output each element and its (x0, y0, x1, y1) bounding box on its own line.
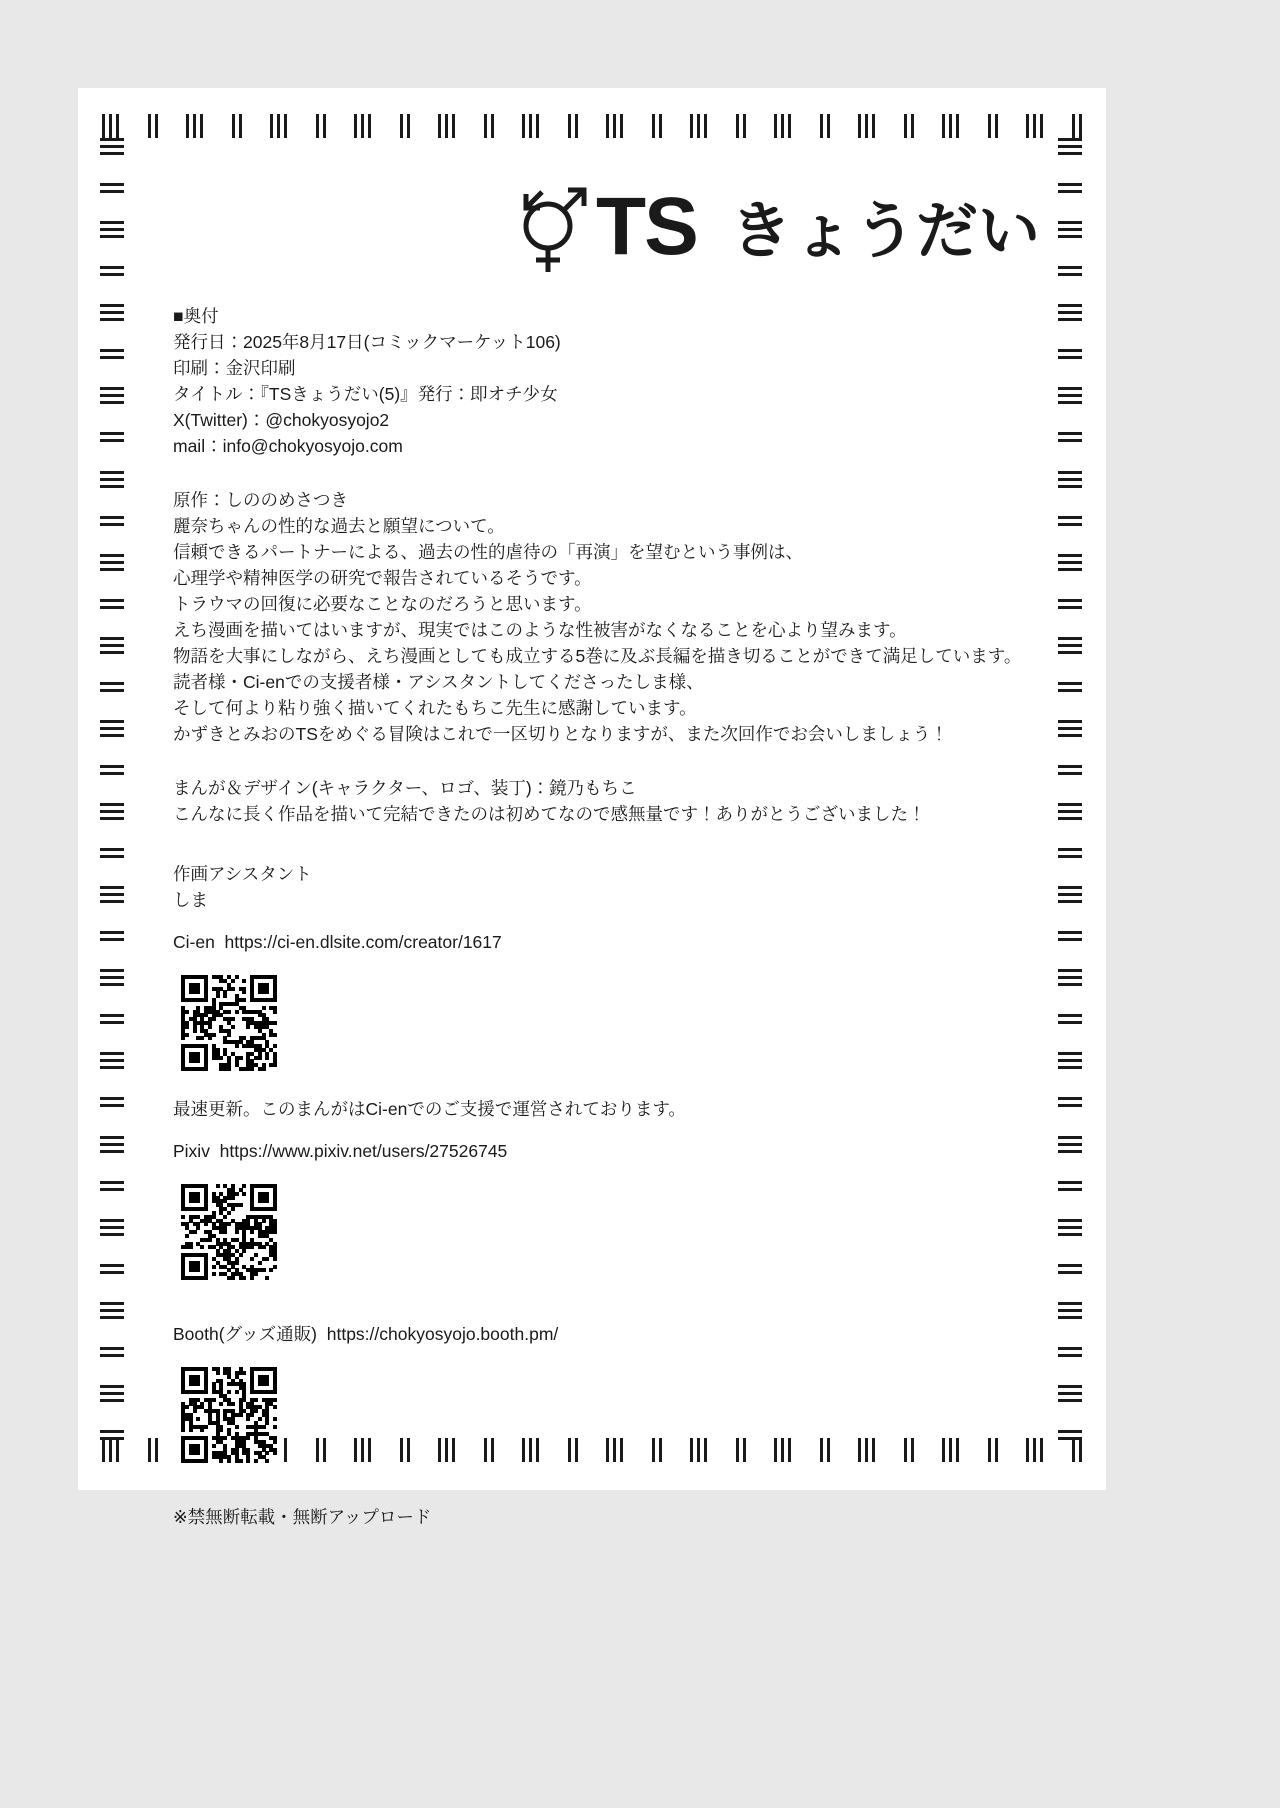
assistant-block (173, 861, 1003, 1488)
border-dash-group (652, 114, 662, 140)
booth-link[interactable]: Booth(グッズ通販) https://chokyosyojo.booth.pm/ (173, 1324, 559, 1344)
border-dash-group (100, 969, 126, 986)
border-dash-group (1058, 1302, 1084, 1319)
title-logo (508, 168, 1041, 278)
border-dash-group (100, 886, 126, 903)
colophon-line-2: タイトル：『TSきょうだい(5)』発行：即オチ少女 (173, 384, 558, 404)
colophon-heading: ■奥付 (173, 306, 219, 326)
original-work-line-4: えち漫画を描いてはいますが、現実ではこのような性被害がなくなることを心より望みます。 (173, 620, 907, 640)
spacer (173, 747, 1003, 775)
colophon-line-0: 発行日：2025年8月17日(コミックマーケット106) (173, 332, 561, 352)
colophon-line-4: mail：info@chokyosyojo.com (173, 436, 403, 456)
colophon-line-3: X(Twitter)：@chokyosyojo2 (173, 410, 390, 430)
assistant-heading: 作画アシスタント (173, 864, 312, 884)
border-dash-group (988, 114, 998, 140)
spacer (173, 827, 1003, 861)
colophon-content (173, 303, 1022, 1530)
spacer (173, 459, 1003, 487)
border-dash-group (1058, 138, 1084, 155)
border-dash-group (1058, 1385, 1084, 1402)
border-dash-group (438, 114, 455, 140)
spacer (173, 913, 1003, 929)
border-dash-group (1026, 1438, 1043, 1464)
border-dash-group (1058, 516, 1084, 526)
border-dash-group (1058, 803, 1084, 820)
border-dash-group (100, 387, 126, 404)
border-dash-group (1058, 1430, 1084, 1440)
assistant-name: しま (173, 890, 208, 910)
design-message: こんなに長く作品を描いて完結できたのは初めてなので感無量です！ありがとうございました！ (173, 804, 926, 824)
border-dash-group (736, 114, 746, 140)
border-dash-group (100, 765, 126, 775)
original-work-credit: 原作：しののめさつき (173, 490, 348, 510)
border-dash-group (100, 304, 126, 321)
colophon-line-1: 印刷：金沢印刷 (173, 358, 296, 378)
border-dash-group (232, 114, 242, 140)
border-dash-group (1058, 554, 1084, 571)
border-dash-group (1072, 114, 1082, 140)
original-work-line-1: 信頼できるパートナーによる、過去の性的虐待の「再演」を望むという事例は、 (173, 542, 803, 562)
border-dash-group (1058, 886, 1084, 903)
border-dash-group (1058, 1181, 1084, 1191)
design-block (173, 775, 1003, 827)
border-dash-group (100, 720, 126, 737)
border-dash-group (1058, 1052, 1084, 1069)
border-dash-group (100, 432, 126, 442)
border-dash-group (100, 1136, 126, 1153)
border-dash-group (100, 637, 126, 654)
border-dash-group (484, 114, 494, 140)
border-dash-group (568, 114, 578, 140)
border-dash-group (1058, 221, 1084, 238)
border-dash-group (100, 848, 126, 858)
border-dash-group (1058, 1014, 1084, 1024)
border-dash-group (102, 1438, 119, 1464)
border-dash-group (1058, 471, 1084, 488)
border-dash-group (1058, 720, 1084, 737)
border-dash-group (100, 1219, 126, 1236)
border-dash-group (1058, 1097, 1084, 1107)
border-dash-group (100, 138, 126, 155)
original-work-line-8: かずきとみおのTSをめぐる冒険はこれで一区切りとなりますが、また次回作でお会いしましょう！ (173, 724, 948, 744)
border-dash-group (1058, 931, 1084, 941)
border-dash-group (606, 114, 623, 140)
border-dash-group (100, 803, 126, 820)
border-dash-group (1072, 1438, 1082, 1464)
colophon-block (173, 303, 1003, 459)
border-dash-group (100, 1097, 126, 1107)
qr-code-cien (175, 969, 283, 1077)
border-dash-group (690, 114, 707, 140)
spacer (173, 1488, 1003, 1504)
border-dash-group (1058, 848, 1084, 858)
border-dash-group (100, 349, 126, 359)
original-work-line-0: 麗奈ちゃんの性的な過去と願望について。 (173, 516, 505, 536)
original-work-line-7: そして何より粘り強く描いてくれたもちこ先生に感謝しています。 (173, 698, 697, 718)
border-dash-group (1058, 304, 1084, 321)
colophon-page (78, 88, 1106, 1527)
border-dash-group (1058, 765, 1084, 775)
border-dash-group (102, 114, 119, 140)
border-dash-group (100, 1181, 126, 1191)
border-dash-group (354, 114, 371, 140)
border-dash-group (1058, 183, 1084, 193)
border-dash-group (1058, 1347, 1084, 1357)
border-dash-group (100, 1347, 126, 1357)
border-dash-group (100, 554, 126, 571)
border-dash-group (100, 1052, 126, 1069)
border-dash-group (100, 266, 126, 276)
border-dash-group (316, 114, 326, 140)
border-dash-group (858, 114, 875, 140)
border-dash-group (820, 114, 830, 140)
border-left (100, 114, 126, 1464)
border-dash-group (1058, 349, 1084, 359)
original-work-line-5: 物語を大事にしながら、えち漫画としても成立する5巻に及ぶ長編を描き切ることができて満足しています。 (173, 646, 1022, 666)
spacer (173, 1122, 1003, 1138)
cien-link[interactable]: Ci-en https://ci-en.dlsite.com/creator/1617 (173, 932, 502, 952)
border-dash-group (522, 114, 539, 140)
border-dash-group (1058, 682, 1084, 692)
original-work-line-3: トラウマの回復に必要なことなのだろうと思います。 (173, 594, 592, 614)
svg-text:きょうだい: きょうだい (730, 194, 1041, 267)
spacer (173, 1305, 1003, 1321)
border-dash-group (1058, 432, 1084, 442)
cien-note: 最速更新。このまんがはCi-enでのご支援で運営されております。 (173, 1099, 686, 1119)
design-credit: まんが＆デザイン(キャラクター、ロゴ、装丁)：鏡乃もちこ (173, 778, 637, 798)
border-dash-group (1058, 1136, 1084, 1153)
border-dash-group (774, 114, 791, 140)
border-dash-group (100, 1302, 126, 1319)
border-dash-group (400, 114, 410, 140)
border-dash-group (1058, 599, 1084, 609)
qr-code-booth (175, 1361, 283, 1469)
border-top (78, 114, 1106, 140)
border-dash-group (100, 1385, 126, 1402)
border-dash-group (1058, 387, 1084, 404)
border-dash-group (1026, 114, 1043, 140)
border-dash-group (100, 1264, 126, 1274)
border-dash-group (186, 114, 203, 140)
border-dash-group (270, 114, 287, 140)
border-dash-group (904, 114, 914, 140)
original-work-line-6: 読者様・Ci-enでの支援者様・アシスタントしてくださったしま様、 (173, 672, 704, 692)
border-dash-group (100, 471, 126, 488)
border-dash-group (942, 114, 959, 140)
original-work-block (173, 487, 1022, 747)
border-right (1058, 114, 1084, 1464)
original-work-line-2: 心理学や精神医学の研究で報告されているそうです。 (173, 568, 592, 588)
border-dash-group (100, 1014, 126, 1024)
qr-code-pixiv (175, 1178, 283, 1286)
border-dash-group (1058, 637, 1084, 654)
border-dash-group (1058, 266, 1084, 276)
border-dash-group (100, 516, 126, 526)
border-dash-group (1058, 969, 1084, 986)
border-dash-group (100, 931, 126, 941)
border-dash-group (100, 183, 126, 193)
border-dash-group (100, 221, 126, 238)
border-dash-group (148, 114, 158, 140)
border-dash-group (148, 1438, 158, 1464)
svg-text:TS: TS (596, 181, 697, 272)
border-dash-group (1058, 1264, 1084, 1274)
border-dash-group (100, 682, 126, 692)
pixiv-link[interactable]: Pixiv https://www.pixiv.net/users/27526745 (173, 1141, 508, 1161)
border-dash-group (100, 1430, 126, 1440)
border-dash-group (1058, 1219, 1084, 1236)
border-dash-group (100, 599, 126, 609)
reprint-notice: ※禁無断転載・無断アップロード (173, 1507, 432, 1527)
